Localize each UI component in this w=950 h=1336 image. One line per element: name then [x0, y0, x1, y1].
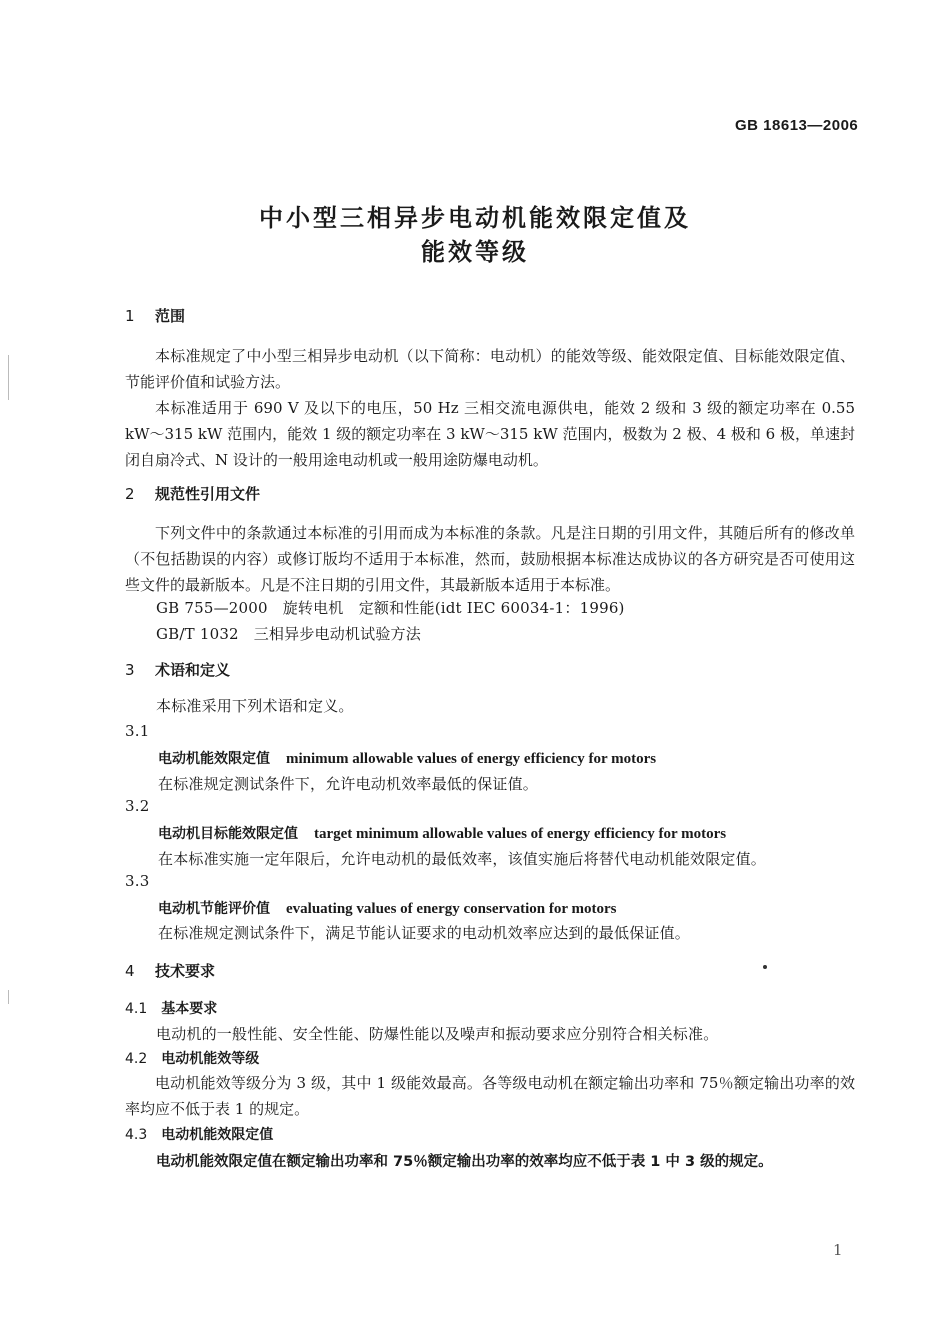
reference-title: 旋转电机 定额和性能(idt IEC 60034-1：1996) [282, 599, 625, 617]
section-4-heading [125, 960, 215, 981]
section-2-heading [125, 483, 260, 504]
term-3-1-number: 3.1 [125, 722, 150, 740]
subsection-title: 基本要求 [161, 1001, 218, 1017]
term-chinese: 电动机能效限定值 [158, 751, 270, 767]
term-3-2-number: 3.2 [125, 797, 150, 815]
term-english: minimum allowable values of energy efficiency for motors [286, 751, 657, 767]
section-number: 1 [125, 307, 135, 325]
term-3-2-title [158, 823, 726, 843]
reference-code: GB 755—2000 [156, 599, 268, 617]
subsection-4-3-heading [125, 1124, 273, 1144]
section-1-paragraph-1: 本标准规定了中小型三相异步电动机（以下简称：电动机）的能效等级、能效限定值、目标能效限定值、节能评价值和试验方法。 [125, 347, 855, 391]
subsection-title: 电动机能效限定值 [161, 1127, 274, 1143]
subsection-number: 4.3 [125, 1127, 148, 1143]
term-3-2-definition: 在本标准实施一定年限后，允许电动机的最低效率，该值实施后将替代电动机能效限定值。 [158, 850, 767, 868]
term-chinese: 电动机节能评价值 [158, 901, 270, 917]
section-3-heading [125, 659, 230, 680]
term-english: evaluating values of energy conservation for motors [286, 901, 617, 917]
subsection-number: 4.2 [125, 1051, 148, 1067]
section-number: 2 [125, 485, 135, 503]
section-title: 术语和定义 [155, 661, 231, 679]
section-2-paragraph-1: 下列文件中的条款通过本标准的引用而成为本标准的条款。凡是注日期的引用文件，其随后所有的修改单（不包括勘误的内容）或修订版均不适用于本标准，然而，鼓励根据本标准达成协议的各方研究是否可使用这些文件的最新版本。凡是不注日期的引用文件，其最新版本适用于本标准。 [125, 524, 855, 594]
section-number: 3 [125, 661, 135, 679]
subsection-4-1-heading [125, 998, 217, 1018]
subsection-4-3-text: 电动机能效限定值在额定输出功率和 75％额定输出功率的效率均应不低于表 1 中 3 级的规定。 [156, 1154, 773, 1170]
section-1-heading [125, 305, 185, 326]
scan-margin-mark [8, 355, 9, 400]
term-3-3-definition: 在标准规定测试条件下，满足节能认证要求的电动机效率应达到的最低保证值。 [158, 924, 691, 942]
section-3-intro: 本标准采用下列术语和定义。 [156, 697, 354, 715]
document-title-line1: 中小型三相异步电动机能效限定值及 [259, 204, 691, 232]
term-3-1-definition: 在标准规定测试条件下，允许电动机效率最低的保证值。 [158, 775, 539, 793]
normative-reference-2 [156, 623, 421, 644]
page-number: 1 [833, 1241, 843, 1259]
document-title-line2: 能效等级 [421, 238, 529, 266]
reference-code: GB/T 1032 [156, 625, 239, 643]
section-1-paragraph-2: 本标准适用于 690 V 及以下的电压，50 Hz 三相交流电源供电，能效 2 级和 3 级的额定功率在 0.55 kW～315 kW 范围内，能效 1 级的额定功率在 3 kW～315 kW 范围内，极数为 2 极、4 极和 6 极，单速封闭自扇冷式、N 设计的一般用途电动机或一般用途防爆电动机。 [125, 399, 855, 469]
section-title: 范围 [155, 307, 186, 325]
subsection-4-1-text: 电动机的一般性能、安全性能、防爆性能以及噪声和振动要求应分别符合相关标准。 [156, 1025, 719, 1043]
section-title: 规范性引用文件 [155, 485, 261, 503]
scan-speck [763, 965, 767, 969]
term-3-3-number: 3.3 [125, 872, 150, 890]
section-number: 4 [125, 962, 135, 980]
scan-margin-mark [8, 990, 9, 1004]
normative-reference-1 [156, 597, 625, 618]
reference-title: 三相异步电动机试验方法 [253, 625, 421, 643]
term-english: target minimum allowable values of energy efficiency for motors [314, 826, 727, 842]
subsection-4-2-text: 电动机能效等级分为 3 级，其中 1 级能效最高。各等级电动机在额定输出功率和 75％额定输出功率的效率均应不低于表 1 的规定。 [125, 1074, 855, 1118]
subsection-4-2-heading [125, 1048, 259, 1068]
subsection-number: 4.1 [125, 1001, 148, 1017]
term-3-1-title [158, 748, 656, 768]
term-3-3-title [158, 898, 617, 918]
term-chinese: 电动机目标能效限定值 [158, 826, 298, 842]
standard-code: GB 18613—2006 [735, 117, 859, 134]
subsection-title: 电动机能效等级 [161, 1051, 260, 1067]
section-title: 技术要求 [155, 962, 216, 980]
